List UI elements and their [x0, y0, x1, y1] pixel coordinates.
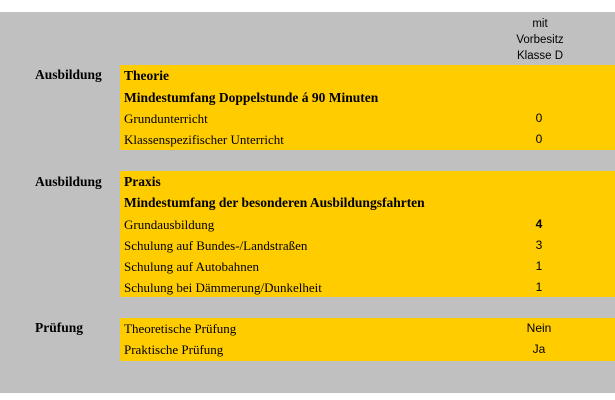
row-value: 3 [535, 238, 543, 252]
row-label: Grundausbildung [124, 217, 215, 232]
row-label: Mindestumfang der besonderen Ausbildungsfahrten [124, 195, 425, 210]
row-label: Theoretische Prüfung [124, 321, 237, 336]
row-label: Praktische Prüfung [124, 342, 224, 357]
section-label-pruefung: Prüfung [35, 320, 84, 335]
table-row [120, 339, 615, 360]
row-value: Nein [526, 321, 552, 335]
table-row [120, 277, 615, 298]
row-value: 0 [535, 132, 543, 146]
column-header-line: Klasse D [516, 50, 564, 62]
row-label: Schulung auf Autobahnen [124, 259, 260, 274]
row-value: Ja [532, 342, 546, 356]
column-header [497, 16, 583, 64]
table-row [120, 129, 615, 150]
table-row [120, 256, 615, 277]
row-label: Schulung auf Bundes-/Landstraßen [124, 238, 308, 253]
section-label-theorie: Ausbildung [35, 67, 102, 82]
table-row [120, 318, 615, 339]
row-value: 1 [535, 259, 543, 273]
row-value: 1 [535, 280, 543, 294]
row-value: 0 [535, 111, 543, 125]
table-row [120, 65, 615, 86]
row-label: Schulung bei Dämmerung/Dunkelheit [124, 280, 322, 295]
table-row [120, 214, 615, 235]
table-row [120, 108, 615, 129]
table-row [120, 235, 615, 256]
section-label-praxis: Ausbildung [35, 174, 102, 189]
row-label: Grundunterricht [124, 111, 208, 126]
row-value: 4 [535, 217, 543, 231]
row-label: Mindestumfang Doppelstunde á 90 Minuten [124, 90, 379, 105]
row-label: Theorie [124, 68, 169, 83]
table-row [120, 171, 615, 192]
section-pruefung [120, 318, 615, 361]
row-label: Praxis [124, 174, 161, 189]
row-label: Klassenspezifischer Unterricht [124, 132, 284, 147]
table-row [120, 87, 615, 108]
section-theorie [120, 65, 615, 150]
column-header-line: mit [532, 18, 548, 30]
table-row [120, 192, 615, 213]
section-praxis [120, 171, 615, 297]
column-header-line: Vorbesitz [516, 34, 564, 46]
